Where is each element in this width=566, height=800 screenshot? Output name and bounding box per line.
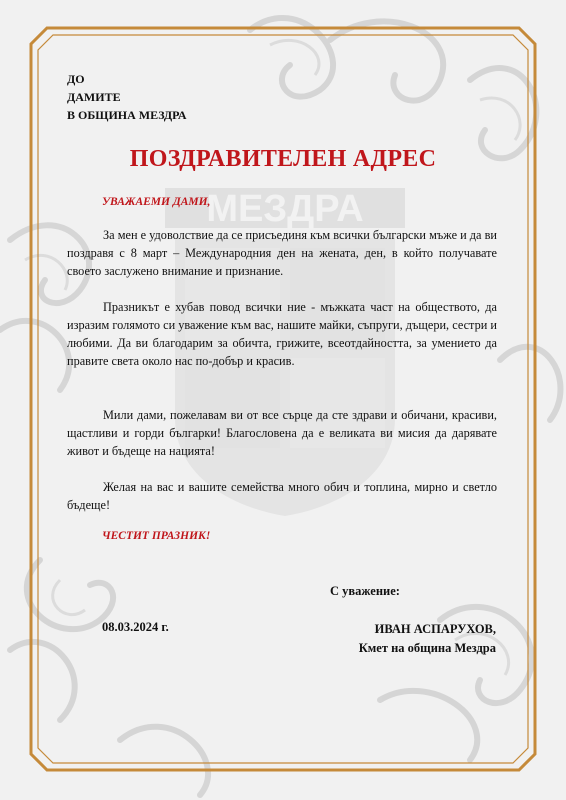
- paragraph-4: Желая на вас и вашите семейства много обич и топлина, мирно и светло бъдеще!: [67, 480, 497, 512]
- recipient-line-1: ДО: [67, 72, 85, 86]
- watermark-text: МЕЗДРА: [206, 188, 364, 230]
- paragraph-3: Мили дами, пожелавам ви от все сърце да сте здрави и обичани, красиви, щастливи и горди българки! Благословена да е великата ви мисия да дарявате живот и бъдеще на нацията!: [67, 408, 497, 458]
- paragraph-2: Празникът е хубав повод всички ние - мъжката част на обществото, да изразим голямото си уважение към вас, нашите майки, съпруги, дъщери, сестри и любими. Да ви благодарим за обичта, грижите, всеотдайността, за умението да правите света около нас по-добър и красив.: [67, 300, 497, 368]
- signatory-position: Кмет на община Мездра: [358, 641, 496, 655]
- holiday-greeting: ЧЕСТИТ ПРАЗНИК!: [102, 530, 211, 542]
- signatory-name: ИВАН АСПАРУХОВ,: [374, 622, 496, 636]
- recipient-line-3: В ОБЩИНА МЕЗДРА: [67, 108, 187, 122]
- recipient-line-2: ДАМИТЕ: [67, 90, 121, 104]
- paragraph-1: За мен е удоволствие да се присъединя към всички български мъже и да ви поздравя с 8 март – Международния ден на жената, ден, в който получавате своето заслужено внимание и признание.: [67, 228, 497, 278]
- salutation: УВАЖАЕМИ ДАМИ,: [102, 196, 211, 208]
- signature-block: [359, 620, 496, 658]
- recipient-block: [67, 70, 187, 124]
- document-title: ПОЗДРАВИТЕЛЕН АДРЕС: [129, 146, 437, 172]
- regards-label: С уважение:: [330, 584, 400, 598]
- document-date: 08.03.2024 г.: [102, 620, 169, 634]
